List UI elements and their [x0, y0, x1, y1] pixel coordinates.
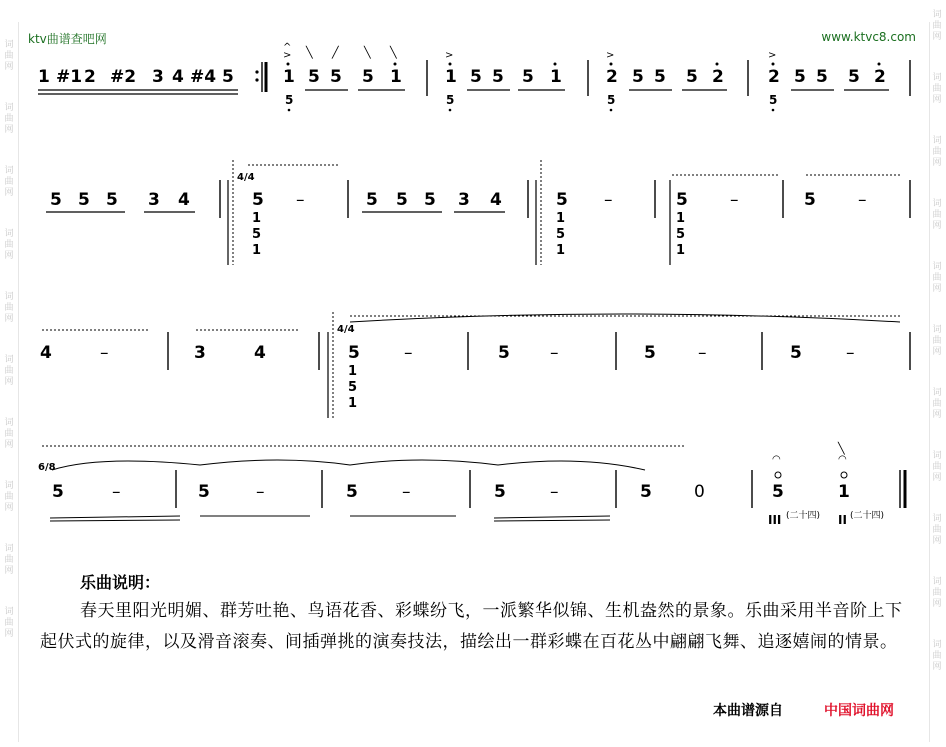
svg-text:–: – — [698, 343, 707, 363]
explanation-title: 乐曲说明： — [80, 573, 161, 592]
svg-text:–: – — [112, 482, 121, 502]
svg-text:3: 3 — [458, 190, 470, 210]
source-link[interactable]: 中国词曲网 — [824, 703, 894, 719]
svg-text:5: 5 — [252, 227, 262, 242]
side-watermark: 词曲网 — [932, 388, 942, 420]
svg-text:–: – — [402, 482, 411, 502]
note: 2 — [84, 67, 96, 87]
svg-text:5: 5 — [676, 190, 688, 210]
svg-text:5: 5 — [644, 343, 656, 363]
time-signature: 6/8 — [38, 462, 56, 473]
svg-text:5: 5 — [494, 482, 506, 502]
svg-text:4: 4 — [254, 343, 266, 363]
side-watermark: 词曲网 — [932, 10, 942, 42]
repeat-dot — [255, 70, 258, 73]
svg-text:–: – — [550, 482, 559, 502]
svg-text:>: > — [768, 50, 777, 61]
note: 5 — [492, 67, 504, 87]
note: 1 — [550, 67, 562, 87]
svg-text:◠: ◠ — [838, 454, 847, 465]
note: #2 — [110, 67, 137, 87]
note: 2 — [712, 67, 724, 87]
octave-dot — [287, 63, 290, 66]
svg-text:1: 1 — [676, 243, 686, 258]
side-watermark: 词曲网 — [4, 292, 14, 324]
note: 5 — [522, 67, 534, 87]
svg-text:–: – — [550, 343, 559, 363]
svg-text:–: – — [858, 190, 867, 210]
bass-note: 5 — [769, 93, 778, 107]
note: 5 — [50, 190, 62, 210]
side-watermark: 词曲网 — [932, 514, 942, 546]
side-watermark: 词曲网 — [4, 355, 14, 387]
note: 2 — [768, 67, 780, 87]
note: #4 — [190, 67, 217, 87]
note: 5 — [330, 67, 342, 87]
side-watermark: 词曲网 — [4, 166, 14, 198]
svg-text:5: 5 — [556, 190, 568, 210]
svg-text:4: 4 — [40, 343, 52, 363]
svg-text:1: 1 — [252, 211, 262, 226]
svg-text:–: – — [404, 343, 413, 363]
note: 4 — [172, 67, 184, 87]
side-watermark: 词曲网 — [4, 607, 14, 639]
svg-text:5: 5 — [424, 190, 436, 210]
svg-text:–: – — [296, 190, 305, 210]
bass-note: 5 — [285, 93, 294, 107]
svg-text:(二十四): (二十四) — [786, 511, 821, 521]
bass-note: 5 — [446, 93, 455, 107]
fret-mark: III — [768, 513, 782, 527]
svg-text:(二十四): (二十四) — [850, 511, 885, 521]
svg-text:5: 5 — [790, 343, 802, 363]
note: 1 — [38, 67, 50, 87]
svg-text:5: 5 — [198, 482, 210, 502]
bass-note: 5 — [607, 93, 616, 107]
explanation-body: 春天里阳光明媚、群芳吐艳、鸟语花香、彩蝶纷飞，一派繁华似锦、生机盎然的景象。乐曲采用半音阶上下起伏式的旋律，以及滑音滚奏、间插弹挑的演奏技法，描绘出一群彩蝶在百花丛中翩翩飞舞、追逐嬉闹的情景。 — [40, 601, 903, 652]
svg-text:5: 5 — [366, 190, 378, 210]
svg-text:–: – — [604, 190, 613, 210]
svg-text:5: 5 — [396, 190, 408, 210]
svg-text:–: – — [730, 190, 739, 210]
note: 5 — [848, 67, 860, 87]
note: 5 — [362, 67, 374, 87]
svg-text:5: 5 — [498, 343, 510, 363]
side-watermark: 词曲网 — [932, 640, 942, 672]
svg-text:╲: ╲ — [364, 46, 371, 59]
svg-text:╲: ╲ — [390, 46, 397, 59]
score-row-2 — [46, 160, 910, 265]
note: 5 — [222, 67, 234, 87]
svg-text:1: 1 — [556, 211, 566, 226]
svg-text:0: 0 — [694, 482, 705, 502]
svg-text:>: > — [606, 50, 615, 61]
note: 1 — [445, 67, 457, 87]
score-row-1 — [38, 42, 910, 111]
svg-text:5: 5 — [804, 190, 816, 210]
svg-text:1: 1 — [838, 482, 850, 502]
side-watermark: 词曲网 — [932, 451, 942, 483]
site-url-right[interactable]: www.ktvc8.com — [821, 30, 916, 44]
svg-text:1: 1 — [252, 243, 262, 258]
svg-text:╲: ╲ — [838, 442, 845, 455]
note: 3 — [148, 190, 160, 210]
svg-text:5: 5 — [772, 482, 784, 502]
note: 3 — [152, 67, 164, 87]
svg-text:5: 5 — [52, 482, 64, 502]
score-row-3 — [40, 312, 910, 418]
note: 5 — [686, 67, 698, 87]
note: 4 — [178, 190, 190, 210]
svg-text:1: 1 — [348, 396, 358, 411]
svg-text:^: ^ — [283, 42, 292, 53]
note: 5 — [252, 190, 264, 210]
note: 5 — [654, 67, 666, 87]
side-watermark: 词曲网 — [932, 325, 942, 357]
fret-mark: II — [838, 513, 847, 527]
svg-text:3: 3 — [194, 343, 206, 363]
note: 2 — [606, 67, 618, 87]
svg-text:╱: ╱ — [332, 46, 339, 59]
svg-text:–: – — [100, 343, 109, 363]
note: 5 — [78, 190, 90, 210]
svg-text:5: 5 — [676, 227, 686, 242]
note: 5 — [106, 190, 118, 210]
svg-text:◠: ◠ — [772, 454, 781, 465]
note: 5 — [632, 67, 644, 87]
svg-text:>: > — [445, 50, 454, 61]
svg-text:4: 4 — [490, 190, 502, 210]
repeat-dot — [255, 78, 258, 81]
svg-text:–: – — [256, 482, 265, 502]
note: 5 — [816, 67, 828, 87]
side-watermark: 词曲网 — [4, 418, 14, 450]
side-watermark: 词曲网 — [4, 229, 14, 261]
note: 5 — [794, 67, 806, 87]
svg-text:1: 1 — [676, 211, 686, 226]
note: 1 — [390, 67, 402, 87]
note: 1 — [283, 67, 295, 87]
side-watermark: 词曲网 — [932, 136, 942, 168]
side-watermark: 词曲网 — [932, 577, 942, 609]
svg-text:1: 1 — [556, 243, 566, 258]
site-name-left[interactable]: ktv曲谱查吧网 — [28, 32, 107, 46]
side-watermark: 词曲网 — [932, 199, 942, 231]
svg-text:>: > — [283, 50, 292, 61]
note: #1 — [56, 67, 83, 87]
side-watermark: 词曲网 — [932, 73, 942, 105]
svg-text:5: 5 — [348, 380, 358, 395]
svg-text:5: 5 — [556, 227, 566, 242]
svg-text:–: – — [846, 343, 855, 363]
side-watermark: 词曲网 — [4, 40, 14, 72]
svg-text:5: 5 — [348, 343, 360, 363]
source-label: 本曲谱源自 — [713, 703, 783, 719]
time-signature: 4/4 — [337, 324, 355, 335]
score-row-4 — [38, 441, 905, 527]
note: 5 — [308, 67, 320, 87]
note: 2 — [874, 67, 886, 87]
side-watermark: 词曲网 — [4, 481, 14, 513]
svg-text:5: 5 — [640, 482, 652, 502]
side-watermark: 词曲网 — [4, 103, 14, 135]
svg-text:1: 1 — [348, 364, 358, 379]
note: 5 — [470, 67, 482, 87]
svg-text:╲: ╲ — [306, 46, 313, 59]
svg-text:5: 5 — [346, 482, 358, 502]
time-signature: 4/4 — [237, 172, 255, 183]
side-watermark: 词曲网 — [4, 544, 14, 576]
side-watermark: 词曲网 — [932, 262, 942, 294]
